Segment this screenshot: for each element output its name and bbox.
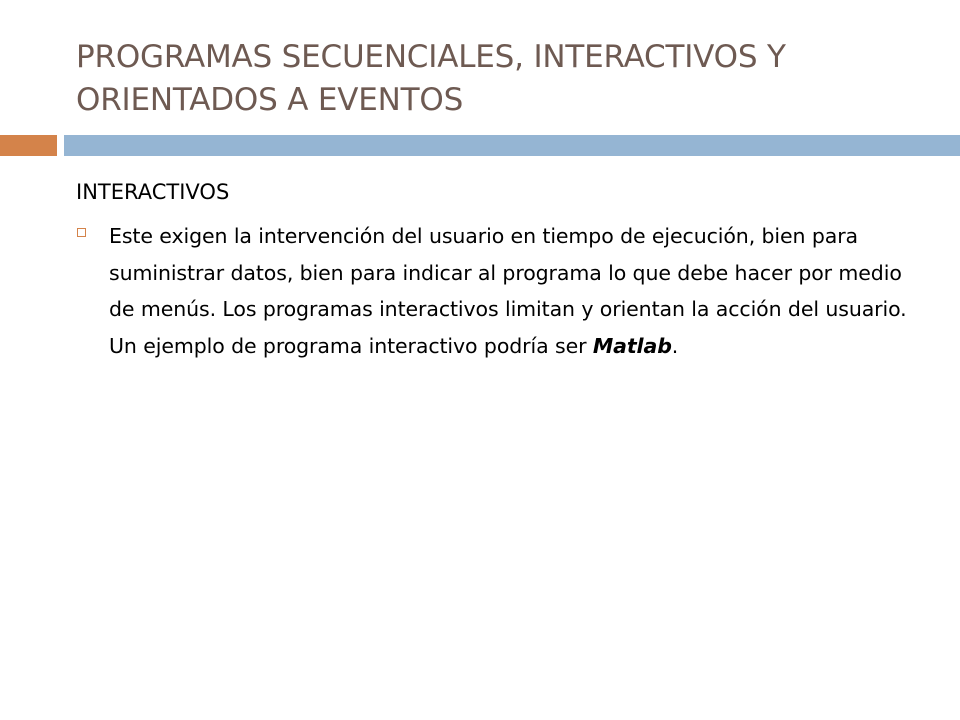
hollow-square-bullet-icon bbox=[77, 228, 86, 237]
accent-bar-orange bbox=[0, 135, 57, 156]
section-heading: INTERACTIVOS bbox=[76, 180, 230, 204]
bullet-trailing-text: . bbox=[671, 333, 679, 358]
slide-content bbox=[76, 176, 916, 364]
bullet-emphasis-text: Matlab bbox=[592, 333, 672, 358]
accent-bar-blue bbox=[64, 135, 960, 156]
slide-title: PROGRAMAS SECUENCIALES, INTERACTIVOS Y ORIENTADOS A EVENTOS bbox=[76, 39, 786, 118]
bullet-text bbox=[109, 218, 916, 364]
bullet-item bbox=[76, 218, 916, 364]
bullet-body-text: Este exigen la intervención del usuario en tiempo de ejecución, bien para suministrar datos, bien para indicar al programa lo que debe hacer por medio de menús. Los programas interactivos limitan y orientan la acción del usuario. Un ejemplo de programa interactivo podría ser bbox=[109, 224, 907, 358]
